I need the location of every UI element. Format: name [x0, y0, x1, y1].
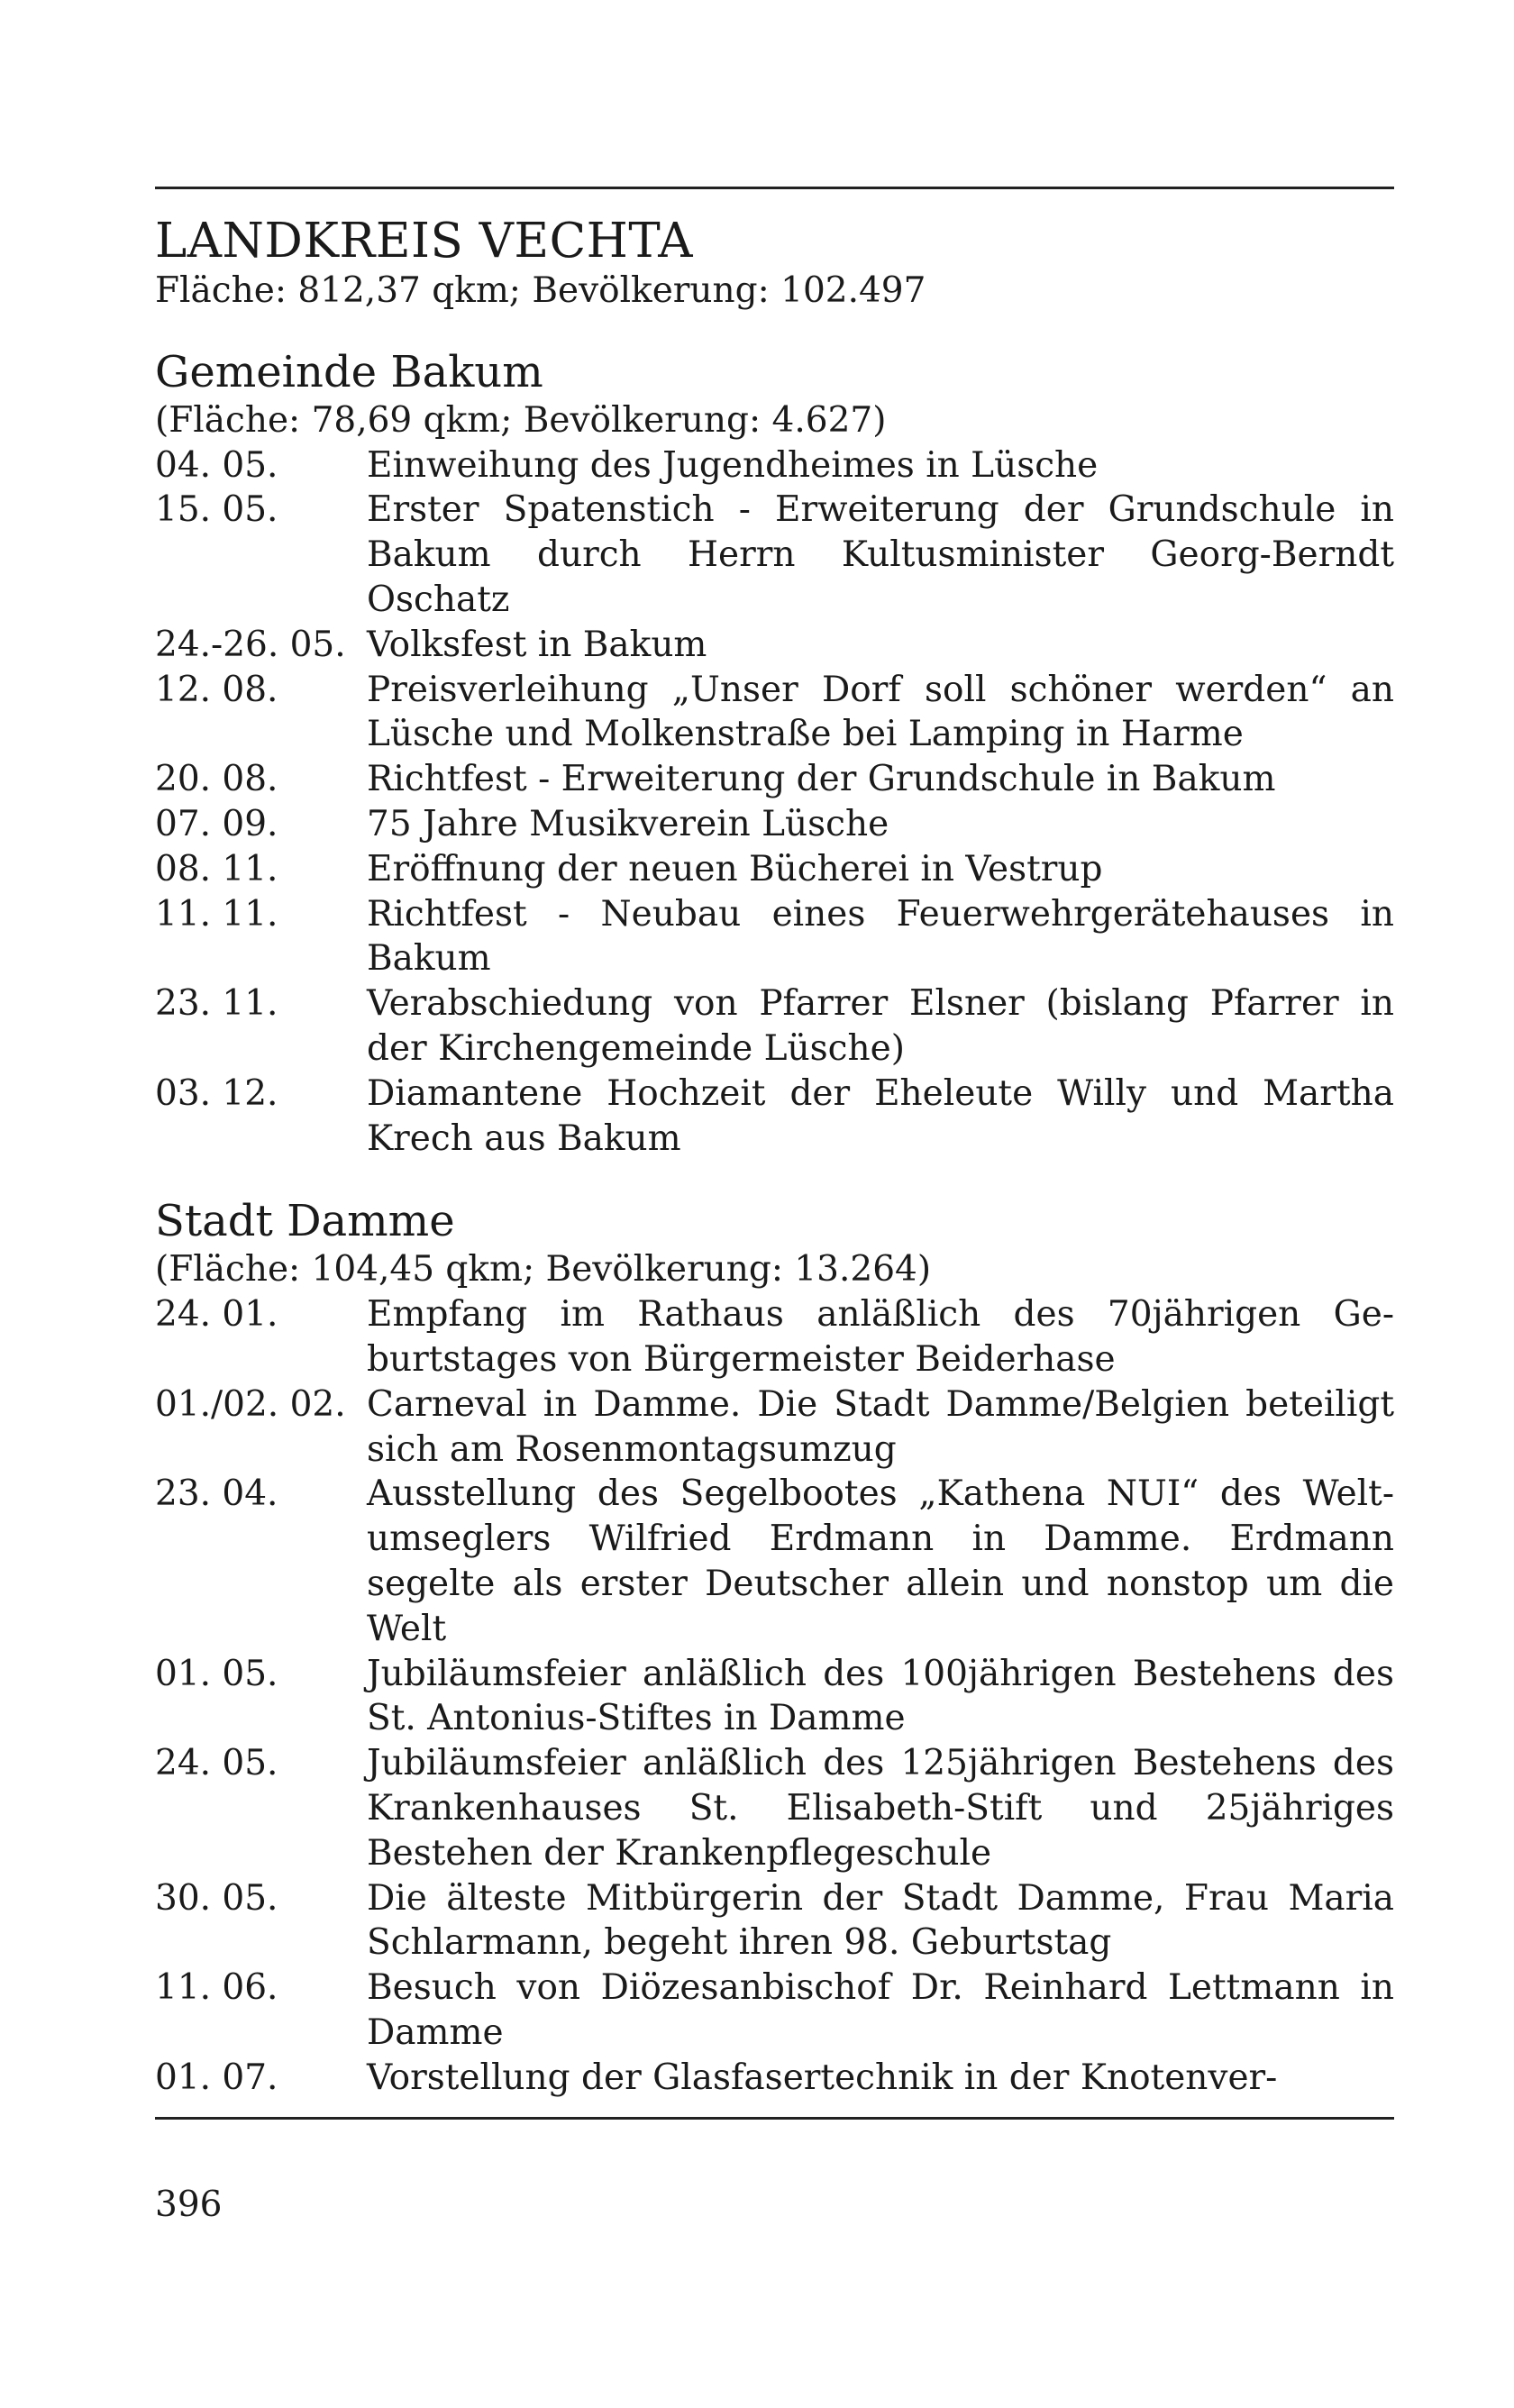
entry-text: 75 Jahre Musikverein Lüsche	[367, 803, 889, 844]
entry-text: Richtfest - Erweiterung der Grundschule in Bakum	[367, 759, 1276, 800]
chronicle-entry	[155, 1382, 1394, 1473]
chronicle-entry	[155, 668, 1394, 758]
section-title: Stadt Damme	[155, 1196, 455, 1247]
entry-date: 15. 05.	[155, 489, 278, 531]
entry-text: Richtfest - Neubau eines Feuerwehrgerätehauses in Bakum	[367, 893, 1394, 980]
entry-text: Empfang im Rathaus anläßlich des 70jährigen Geburtstages von Bürgermeister Beiderhase	[367, 1294, 1394, 1380]
entry-text: Besuch von Diözesanbischof Dr. Reinhard Lettmann in Damme	[367, 1967, 1394, 2053]
district-title: LANDKREIS VECHTA	[155, 214, 694, 269]
entry-text: Carneval in Damme. Die Stadt Damme/Belgien beteiligt sich am Rosenmontagsumzug	[367, 1383, 1394, 1470]
entry-date: 24. 05.	[155, 1743, 278, 1784]
entry-text: Ausstellung des Segelbootes „Kathena NUI“ des Weltumseglers Wilfried Erdmann in Damme. Erdmann segelte als erster Deutscher allein und nonstop um die Welt	[367, 1473, 1394, 1649]
entry-date: 24.-26. 05.	[155, 624, 346, 665]
section-bakum	[155, 346, 1394, 1162]
section-stats: (Fläche: 78,69 qkm; Bevölkerung: 4.627)	[155, 399, 887, 441]
entry-date: 12. 08.	[155, 669, 278, 710]
chronicle-entry	[155, 443, 1394, 488]
district-stats: Fläche: 812,37 qkm; Bevölkerung: 102.497	[155, 270, 926, 311]
entry-text: Einweihung des Jugendheimes in Lüsche	[367, 444, 1099, 486]
section-damme	[155, 1195, 1394, 2100]
top-rule	[155, 187, 1394, 189]
chronicle-entry	[155, 892, 1394, 982]
chronicle-entry	[155, 847, 1394, 892]
entry-text: Erster Spatenstich - Erweiterung der Grundschule in Bakum durch Herrn Kultusminister Georg-Berndt Oschatz	[367, 489, 1394, 620]
entry-date: 23. 11.	[155, 983, 278, 1025]
entry-text: Eröffnung der neuen Bücherei in Vestrup	[367, 848, 1103, 889]
entry-date: 03. 12.	[155, 1072, 278, 1114]
bottom-rule	[155, 2117, 1394, 2120]
entry-text: Jubiläumsfeier anläßlich des 125jährigen Bestehens des Krankenhauses St. Elisabeth-Stift und 25jähriges Bestehen der Krankenpflegeschule	[367, 1743, 1394, 1874]
chronicle-entry	[155, 1966, 1394, 2056]
chronicle-entry	[155, 1876, 1394, 1966]
entry-date: 11. 06.	[155, 1967, 278, 2009]
entry-text: Vorstellung der Glasfasertechnik in der Knotenver-	[367, 2057, 1278, 2098]
chronicle-entry	[155, 1652, 1394, 1742]
entry-date: 07. 09.	[155, 803, 278, 844]
entry-text: Jubiläumsfeier anläßlich des 100jährigen Bestehens des St. Antonius-Stiftes in Damme	[367, 1653, 1394, 1739]
chronicle-entry	[155, 623, 1394, 668]
entry-date: 04. 05.	[155, 444, 278, 486]
chronicle-entry	[155, 981, 1394, 1072]
chronicle-entry	[155, 2056, 1394, 2101]
page-content	[155, 214, 1394, 2134]
chronicle-entry	[155, 1741, 1394, 1875]
entry-text: Die älteste Mitbürgerin der Stadt Damme, Frau Maria Schlarmann, begeht ihren 98. Geburtstag	[367, 1877, 1394, 1964]
entry-date: 01. 07.	[155, 2057, 278, 2098]
entry-date: 20. 08.	[155, 759, 278, 800]
chronicle-entry	[155, 802, 1394, 847]
entry-text: Verabschiedung von Pfarrer Elsner (bislang Pfarrer in der Kirchengemeinde Lüsche)	[367, 983, 1394, 1069]
section-stats: (Fläche: 104,45 qkm; Bevölkerung: 13.264)	[155, 1249, 932, 1291]
entry-date: 24. 01.	[155, 1294, 278, 1336]
entry-text: Diamantene Hochzeit der Eheleute Willy und Martha Krech aus Bakum	[367, 1072, 1394, 1159]
entry-text: Preisverleihung „Unser Dorf soll schöner werden“ an Lüsche und Molkenstraße bei Lamping in Harme	[367, 669, 1394, 755]
chronicle-entry	[155, 1292, 1394, 1382]
entry-date: 01./02. 02.	[155, 1383, 346, 1425]
chronicle-entry	[155, 757, 1394, 802]
entry-date: 01. 05.	[155, 1653, 278, 1694]
chronicle-entry	[155, 1072, 1394, 1162]
chronicle-entry	[155, 488, 1394, 622]
section-title: Gemeinde Bakum	[155, 346, 543, 397]
entry-date: 23. 04.	[155, 1473, 278, 1515]
page-number: 396	[155, 2185, 223, 2225]
chronicle-entry	[155, 1472, 1394, 1651]
entry-text: Volksfest in Bakum	[367, 624, 707, 665]
entry-date: 30. 05.	[155, 1877, 278, 1919]
entry-date: 08. 11.	[155, 848, 278, 889]
entry-date: 11. 11.	[155, 893, 278, 935]
